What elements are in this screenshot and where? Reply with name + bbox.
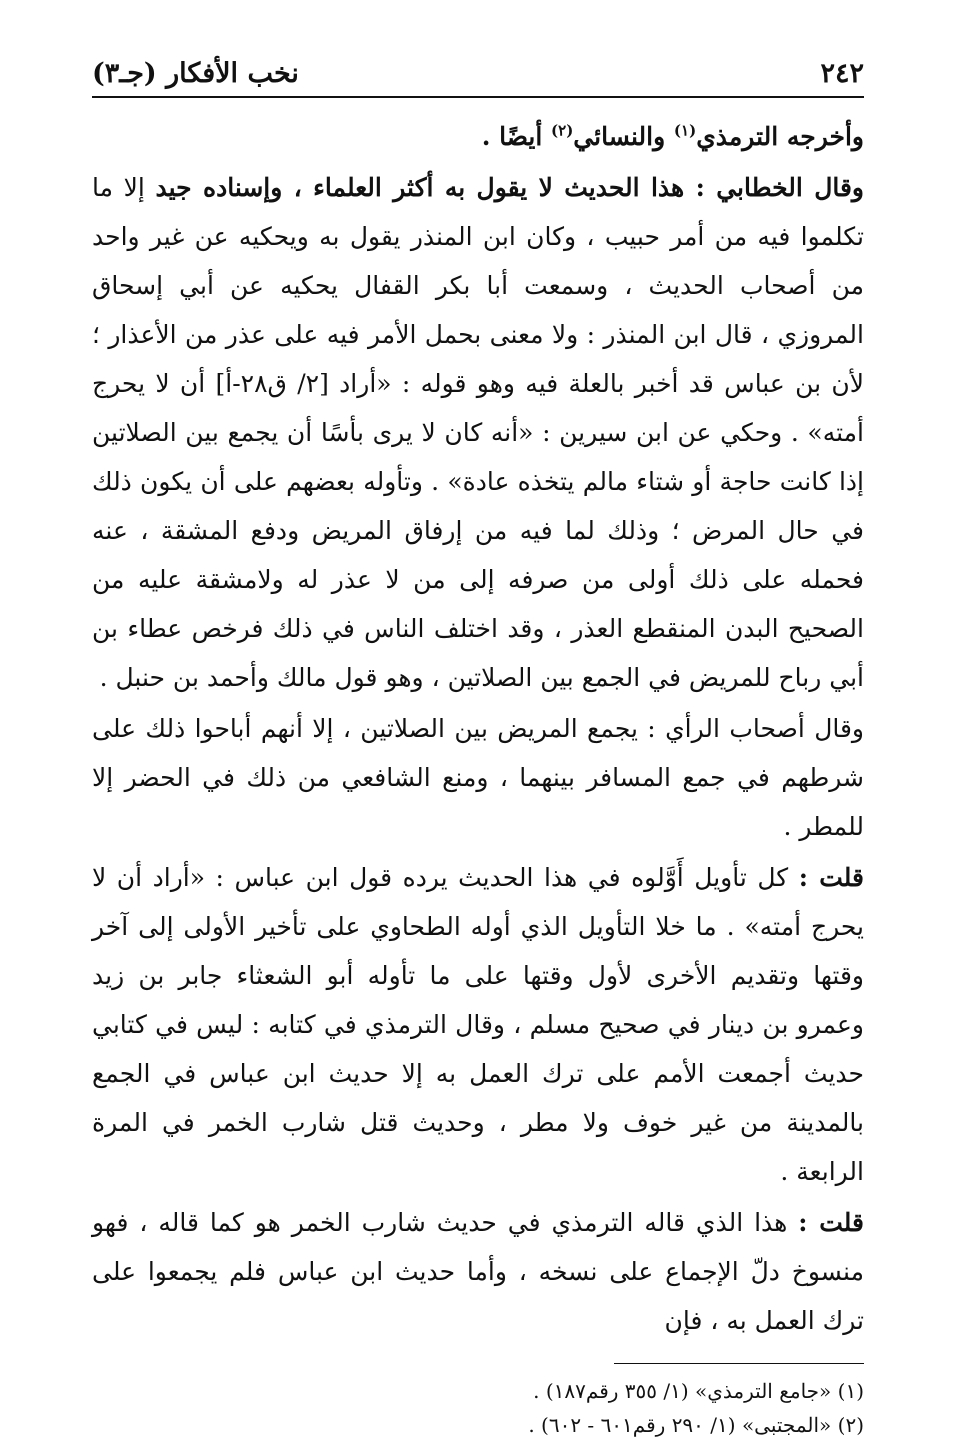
main-text bbox=[92, 112, 864, 1345]
p1-text-b: والنسائي bbox=[573, 122, 674, 151]
footnote-1: (١) «جامع الترمذي» (١/ ٣٥٥ رقم١٨٧) . bbox=[533, 1379, 864, 1403]
footnote-divider bbox=[614, 1363, 864, 1364]
footnote-2: (٢) «المجتبى» (١/ ٢٩٠ رقم٦٠١ - ٦٠٢) . bbox=[528, 1413, 864, 1437]
footnote-ref-2[interactable]: (٢) bbox=[551, 121, 574, 140]
qultu-label-2: قلت : bbox=[798, 1208, 864, 1237]
paragraph-4 bbox=[92, 853, 864, 1196]
book-title: نخب الأفكار (جـ٣) bbox=[92, 57, 299, 89]
paragraph-5 bbox=[92, 1198, 864, 1345]
p4-text: كل تأويل أَوَّلوه في هذا الحديث يرده قول ابن عباس : «أراد أن لا يحرج أمته» . ما خلا التأويل الذي أوله الطحاوي على تأخير الأولى إلى آخر وقتها وتقديم الأخرى لأول وقتها على ما تأوله أبو الشعثاء جابر بن زيد وعمرو بن دينار في صحيح مسلم ، وقال الترمذي في كتابه : ليس في كتابي حديث أجمعت الأمم على ترك العمل به إلا حديث ابن عباس في الجمع بالمدينة من غير خوف ولا مطر ، وحديث قتل شارب الخمر في المرة الرابعة . bbox=[92, 863, 864, 1186]
page-header bbox=[92, 50, 864, 98]
paragraph-3: وقال أصحاب الرأي : يجمع المريض بين الصلاتين ، إلا أنهم أباحوا ذلك على شرطهم في جمع المسافر بينهما ، ومنع الشافعي من ذلك في الحضر إلا للمطر . bbox=[92, 714, 864, 841]
p5-text: هذا الذي قاله الترمذي في حديث شارب الخمر هو كما قاله ، فهو منسوخ دلّ الإجماع على نسخه ، وأما حديث ابن عباس فلم يجمعوا على ترك العمل به ، فإن bbox=[92, 1208, 864, 1335]
qultu-label-1: قلت : bbox=[798, 863, 864, 892]
paragraph-1 bbox=[92, 112, 864, 161]
footnotes bbox=[92, 1374, 864, 1442]
p1-text-c: أيضًا . bbox=[481, 122, 552, 151]
p2-text: إلا ما تكلموا فيه من أمر حبيب ، وكان ابن المنذر يقول به ويحكيه عن غير واحد من أصحاب الحديث ، وسمعت أبا بكر القفال يحكيه عن أبي إسحاق المروزي ، قال ابن المنذر : ولا معنى بحمل الأمر فيه على عذر من الأعذار ؛ لأن بن عباس قد أخبر بالعلة فيه وهو قوله : «أراد [٢/ ق٢٨-أ] أن لا يحرج أمته» . وحكي عن ابن سيرين : «أنه كان لا يرى بأسًا أن يجمع بين الصلاتين إذا كانت حاجة أو شتاء مالم يتخذه عادة» . وتأوله بعضهم على أن يكون ذلك في حال المرض ؛ وذلك لما فيه من إرفاق المريض ودفع المشقة ، عنه فحمله على ذلك أولى من صرفه إلى من لا عذر له ولامشقة عليه من الصحيح البدن المنقطع العذر ، وقد اختلف الناس في ذلك فرخص عطاء بن أبي رباح للمريض في الجمع بين الصلاتين ، وهو قول مالك وأحمد بن حنبل . bbox=[92, 173, 864, 692]
paragraph-2 bbox=[92, 163, 864, 702]
footnote-ref-1[interactable]: (١) bbox=[673, 121, 697, 140]
p1-text-a: وأخرجه الترمذي bbox=[696, 122, 864, 151]
p2-lead: وقال الخطابي : هذا الحديث لا يقول به أكثر العلماء ، وإسناده جيد bbox=[155, 173, 864, 202]
page-number: ٢٤٢ bbox=[820, 57, 864, 89]
